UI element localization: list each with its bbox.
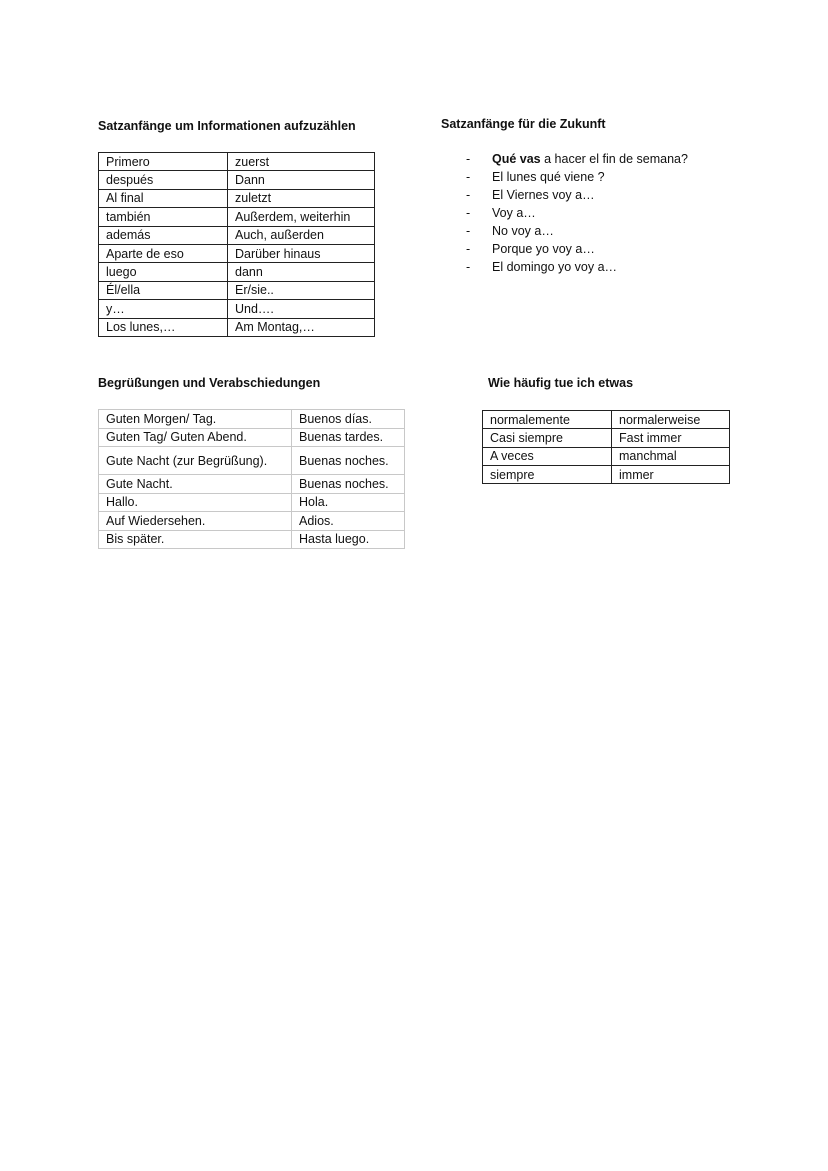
list-item [463, 240, 688, 258]
list-item [463, 258, 688, 276]
list-item-text: El lunes qué viene ? [492, 170, 605, 184]
table-row [99, 428, 405, 447]
table-row [99, 318, 375, 336]
table-row [483, 447, 730, 465]
table-cell-de: Bis später. [99, 530, 292, 549]
list-item-text: El Viernes voy a… [492, 188, 595, 202]
table-cell-de: Guten Morgen/ Tag. [99, 410, 292, 429]
section-title-frequency: Wie häufig tue ich etwas [488, 376, 634, 390]
section-title-enumeration: Satzanfänge um Informationen aufzuzählen [98, 119, 356, 133]
table-row [99, 530, 405, 549]
table-cell-es: luego [99, 263, 228, 281]
list-dash: - [466, 224, 471, 238]
table-cell-de: zuerst [228, 153, 375, 171]
table-row [99, 410, 405, 429]
table-cell-es: Buenas noches. [292, 475, 405, 494]
table-row [99, 171, 375, 189]
section-title-greetings: Begrüßungen und Verabschiedungen [98, 376, 321, 390]
greetings-table [98, 409, 405, 549]
table-cell-es: Buenas tardes. [292, 428, 405, 447]
table-cell-es: también [99, 208, 228, 226]
table-cell-de: Fast immer [612, 429, 730, 447]
table-cell-es: después [99, 171, 228, 189]
list-item-text: No voy a… [492, 224, 554, 238]
table-cell-de: Und…. [228, 300, 375, 318]
list-dash: - [466, 260, 471, 274]
list-item [463, 150, 688, 168]
table-row [99, 153, 375, 171]
table-cell-es: Primero [99, 153, 228, 171]
table-row [99, 447, 405, 475]
table-cell-de: Gute Nacht. [99, 475, 292, 494]
table-cell-es: siempre [483, 465, 612, 483]
frequency-table [482, 410, 730, 484]
table-cell-de: Außerdem, weiterhin [228, 208, 375, 226]
table-cell-de: manchmal [612, 447, 730, 465]
table-cell-de: Auf Wiedersehen. [99, 512, 292, 531]
table-row [483, 411, 730, 429]
table-row [483, 465, 730, 483]
list-dash: - [466, 188, 471, 202]
table-cell-es: Casi siempre [483, 429, 612, 447]
table-cell-es: Al final [99, 189, 228, 207]
list-item [463, 204, 688, 222]
table-row [99, 244, 375, 262]
table-cell-de: zuletzt [228, 189, 375, 207]
list-dash: - [466, 206, 471, 220]
table-cell-de: Darüber hinaus [228, 244, 375, 262]
table-cell-de: Am Montag,… [228, 318, 375, 336]
list-item-text: a hacer el fin de semana? [540, 152, 688, 166]
table-row [99, 226, 375, 244]
table-cell-es: Buenas noches. [292, 447, 405, 475]
table-cell-de: Dann [228, 171, 375, 189]
list-dash: - [466, 170, 471, 184]
list-item-text: El domingo yo voy a… [492, 260, 618, 274]
list-item-bold: Qué vas [492, 152, 541, 166]
table-cell-de: Guten Tag/ Guten Abend. [99, 428, 292, 447]
table-cell-es: normalemente [483, 411, 612, 429]
table-cell-es: Adios. [292, 512, 405, 531]
table-cell-es: Los lunes,… [99, 318, 228, 336]
section-title-future: Satzanfänge für die Zukunft [441, 117, 606, 131]
table-row [99, 263, 375, 281]
table-row [99, 300, 375, 318]
future-phrase-list [463, 150, 688, 276]
table-row [99, 493, 405, 512]
table-cell-es: además [99, 226, 228, 244]
table-cell-es: A veces [483, 447, 612, 465]
list-dash: - [466, 242, 471, 256]
table-cell-de: Er/sie.. [228, 281, 375, 299]
table-cell-de: Auch, außerden [228, 226, 375, 244]
table-row [99, 512, 405, 531]
list-dash: - [466, 152, 471, 166]
list-item [463, 222, 688, 240]
table-row [99, 475, 405, 494]
table-row [483, 429, 730, 447]
table-cell-de: Gute Nacht (zur Begrüßung). [99, 447, 292, 475]
list-item-text: Porque yo voy a… [492, 242, 595, 256]
enumeration-table [98, 152, 375, 337]
table-cell-es: y… [99, 300, 228, 318]
table-cell-es: Buenos días. [292, 410, 405, 429]
list-item-text: Voy a… [492, 206, 536, 220]
table-cell-es: Él/ella [99, 281, 228, 299]
table-cell-es: Aparte de eso [99, 244, 228, 262]
list-item [463, 186, 688, 204]
table-row [99, 281, 375, 299]
table-cell-de: immer [612, 465, 730, 483]
table-row [99, 208, 375, 226]
table-cell-de: dann [228, 263, 375, 281]
table-row [99, 189, 375, 207]
table-cell-es: Hola. [292, 493, 405, 512]
list-item [463, 168, 688, 186]
table-cell-es: Hasta luego. [292, 530, 405, 549]
table-cell-de: normalerweise [612, 411, 730, 429]
table-cell-de: Hallo. [99, 493, 292, 512]
